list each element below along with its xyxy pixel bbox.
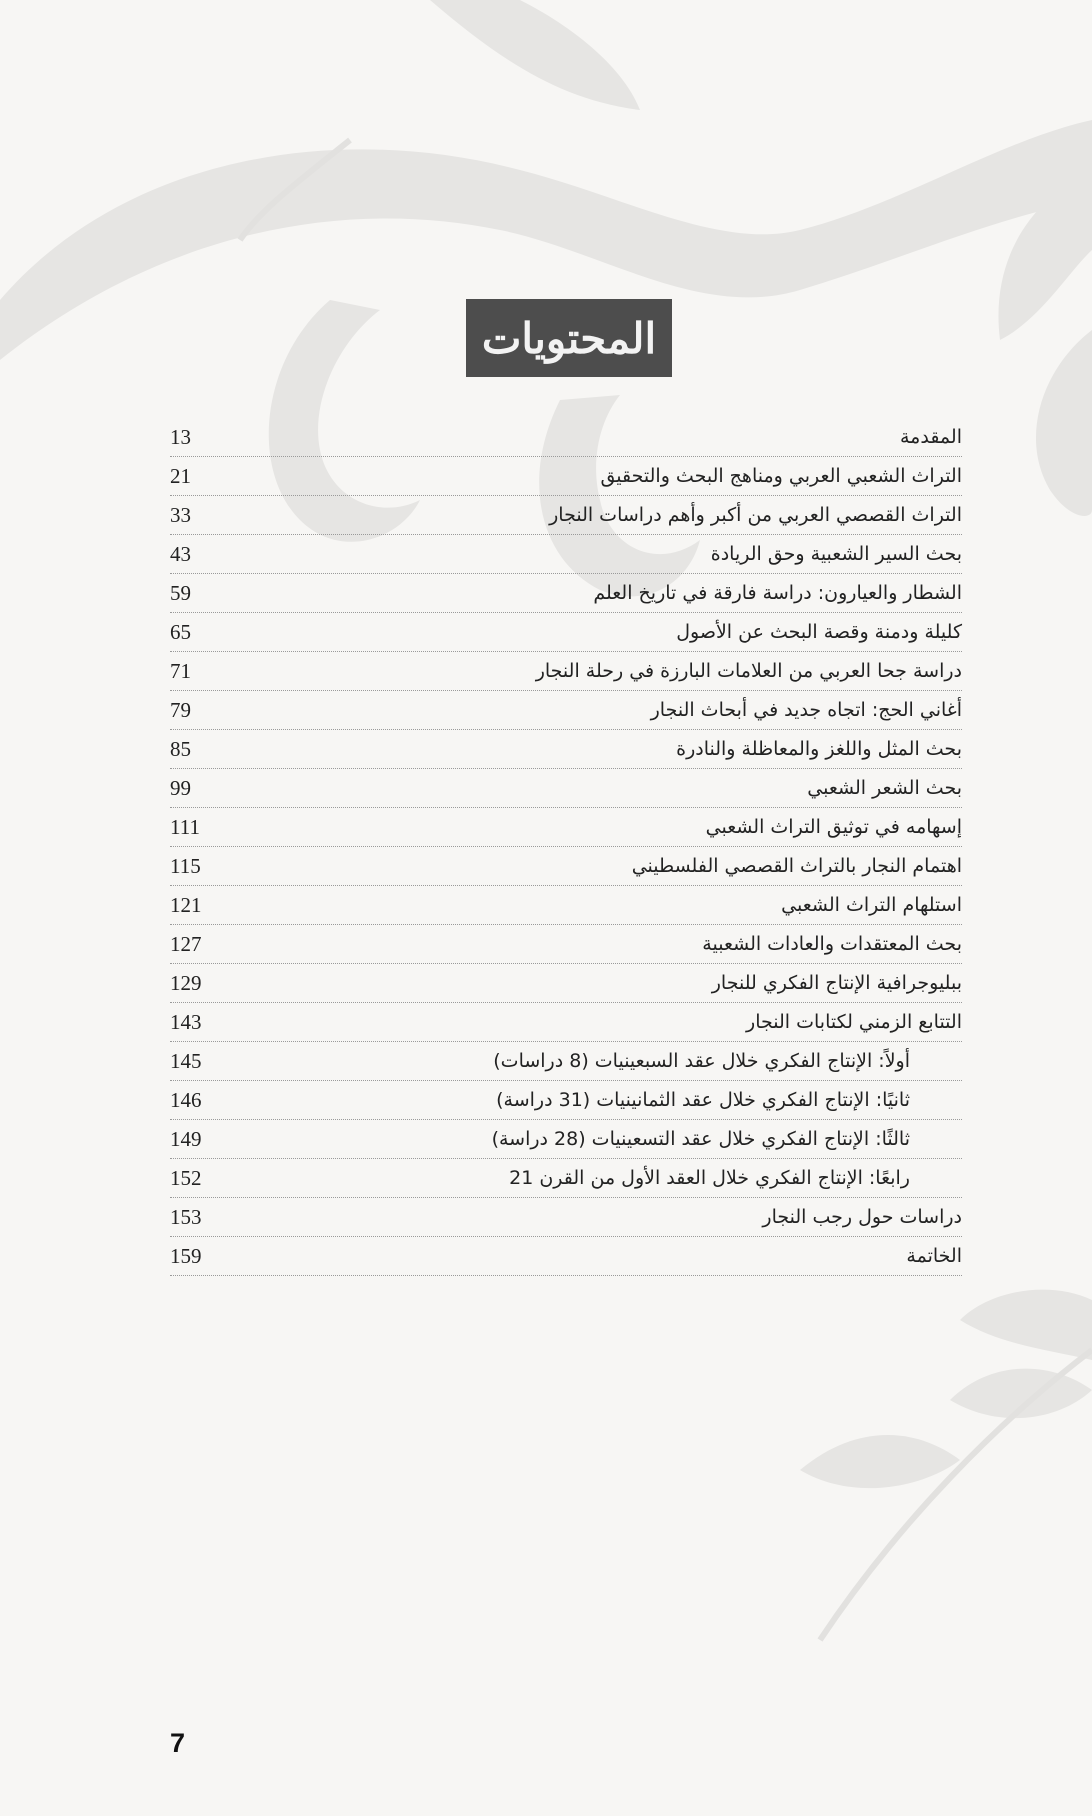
ornament-bottom-leaf-3 xyxy=(800,1435,960,1488)
toc-entry-title: الشطار والعيارون: دراسة فارقة في تاريخ العلم xyxy=(593,582,962,604)
page-title: المحتويات xyxy=(466,299,672,377)
toc-entry-title: بحث المثل واللغز والمعاظلة والنادرة xyxy=(676,738,962,760)
toc-page-number: 159 xyxy=(170,1243,202,1268)
toc-entry-title: ببليوجرافية الإنتاج الفكري للنجار xyxy=(711,972,962,994)
toc-page-number: 143 xyxy=(170,1009,202,1034)
toc-entry-title: دراسات حول رجب النجار xyxy=(762,1206,962,1228)
toc-row[interactable] xyxy=(170,496,962,535)
toc-entry-title: أولاً: الإنتاج الفكري خلال عقد السبعينيات (8 دراسات) xyxy=(493,1050,910,1072)
toc-entry-title: كليلة ودمنة وقصة البحث عن الأصول xyxy=(676,621,962,643)
toc-row[interactable] xyxy=(170,847,962,886)
toc-row[interactable] xyxy=(170,1003,962,1042)
toc-subrow[interactable] xyxy=(170,1042,962,1081)
toc-page-number: 146 xyxy=(170,1087,202,1112)
toc-page-number: 121 xyxy=(170,892,202,917)
ornament-right-swirl xyxy=(1036,330,1092,516)
toc-page-number: 43 xyxy=(170,541,191,566)
toc-row[interactable] xyxy=(170,886,962,925)
toc-page-number: 127 xyxy=(170,931,202,956)
toc-row[interactable] xyxy=(170,1198,962,1237)
toc-row[interactable] xyxy=(170,964,962,1003)
toc-entry-title: المقدمة xyxy=(899,426,962,448)
toc-row[interactable] xyxy=(170,535,962,574)
toc-row[interactable] xyxy=(170,418,962,457)
toc-page-number: 33 xyxy=(170,502,191,527)
toc-subrow[interactable] xyxy=(170,1081,962,1120)
toc-row[interactable] xyxy=(170,769,962,808)
toc-page-number: 152 xyxy=(170,1165,202,1190)
toc-entry-title: استلهام التراث الشعبي xyxy=(781,894,962,916)
toc-entry-title: رابعًا: الإنتاج الفكري خلال العقد الأول من القرن 21 xyxy=(509,1167,910,1189)
toc-subrow[interactable] xyxy=(170,1120,962,1159)
toc-entry-title: ثانيًا: الإنتاج الفكري خلال عقد الثمانينيات (31 دراسة) xyxy=(496,1089,910,1111)
toc-entry-title: ثالثًا: الإنتاج الفكري خلال عقد التسعينيات (28 دراسة) xyxy=(491,1128,910,1150)
table-of-contents xyxy=(170,418,962,1276)
toc-entry-title: التراث القصصي العربي من أكبر وأهم دراسات النجار xyxy=(549,504,962,526)
toc-row[interactable] xyxy=(170,925,962,964)
toc-row[interactable] xyxy=(170,730,962,769)
toc-page-number: 145 xyxy=(170,1048,202,1073)
toc-page-number: 65 xyxy=(170,619,191,644)
toc-entry-title: دراسة جحا العربي من العلامات البارزة في رحلة النجار xyxy=(535,660,962,682)
toc-page-number: 59 xyxy=(170,580,191,605)
toc-entry-title: اهتمام النجار بالتراث القصصي الفلسطيني xyxy=(631,855,962,877)
toc-row[interactable] xyxy=(170,613,962,652)
toc-page-number: 71 xyxy=(170,658,191,683)
toc-row[interactable] xyxy=(170,574,962,613)
toc-page-number: 79 xyxy=(170,697,191,722)
toc-page-number: 99 xyxy=(170,775,191,800)
toc-entry-title: بحث الشعر الشعبي xyxy=(807,777,962,799)
toc-row[interactable] xyxy=(170,457,962,496)
toc-entry-title: إسهامه في توثيق التراث الشعبي xyxy=(705,816,962,838)
toc-row[interactable] xyxy=(170,691,962,730)
toc-entry-title: أغاني الحج: اتجاه جديد في أبحاث النجار xyxy=(650,699,962,721)
ornament-top-leaf xyxy=(430,0,640,110)
toc-page-number: 149 xyxy=(170,1126,202,1151)
ornament-bottom-leaf-1 xyxy=(960,1290,1092,1360)
toc-subrow[interactable] xyxy=(170,1159,962,1198)
toc-entry-title: بحث المعتقدات والعادات الشعبية xyxy=(702,933,962,955)
toc-entry-title: الخاتمة xyxy=(906,1245,962,1267)
toc-entry-title: بحث السير الشعبية وحق الريادة xyxy=(710,543,962,565)
toc-entry-title: التراث الشعبي العربي ومناهج البحث والتحقيق xyxy=(600,465,962,487)
toc-page-number: 21 xyxy=(170,463,191,488)
toc-row[interactable] xyxy=(170,1237,962,1276)
toc-page-number: 13 xyxy=(170,424,191,449)
page-number: 7 xyxy=(170,1728,186,1758)
toc-page-number: 111 xyxy=(170,814,200,839)
toc-row[interactable] xyxy=(170,808,962,847)
toc-page-number: 153 xyxy=(170,1204,202,1229)
toc-row[interactable] xyxy=(170,652,962,691)
toc-page-number: 115 xyxy=(170,853,201,878)
toc-entry-title: التتابع الزمني لكتابات النجار xyxy=(746,1011,962,1033)
toc-page-number: 129 xyxy=(170,970,202,995)
toc-page-number: 85 xyxy=(170,736,191,761)
